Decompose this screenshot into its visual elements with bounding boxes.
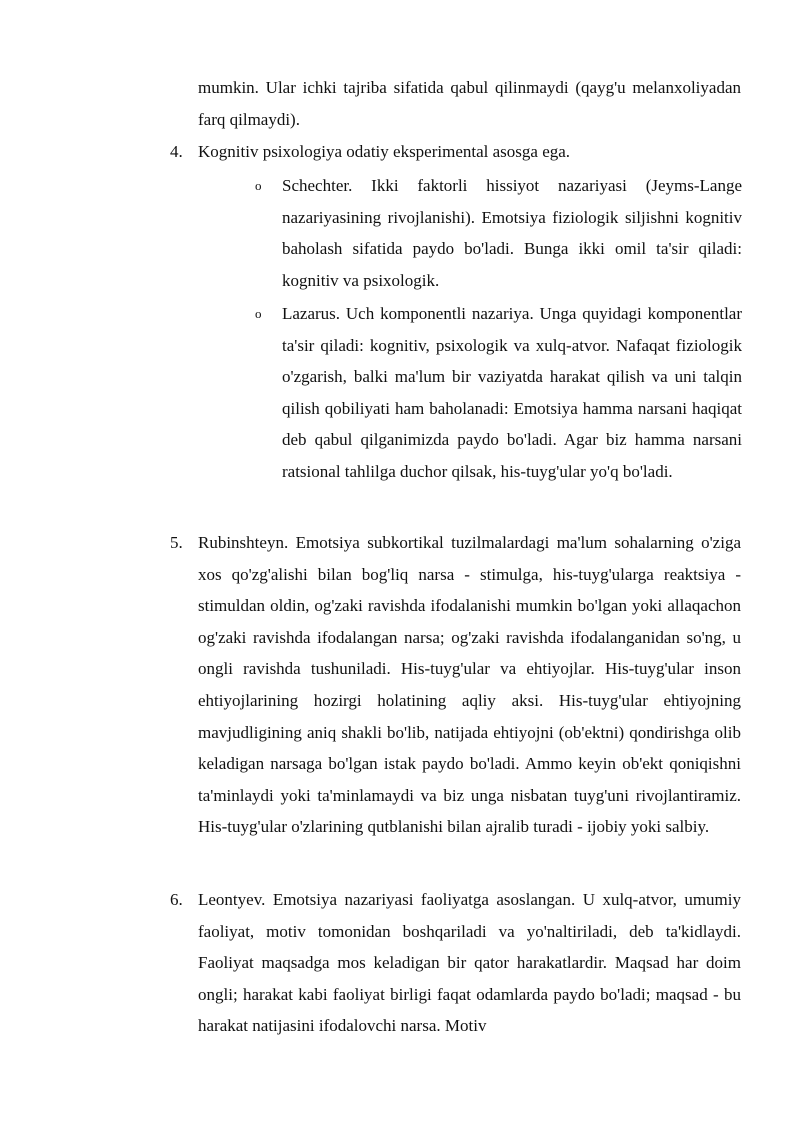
- sub-item-text: Schechter. Ikki faktorli hissiyot nazariyasi (Jeyms-Lange nazariyasining rivojlanishi). Emotsiya fiziologik siljishni kognitiv baholash sifatida paydo bo'ladi. Bunga ikki omil ta'sir qiladi: kognitiv va psixologik.: [282, 176, 742, 290]
- continuation-paragraph: mumkin. Ular ichki tajriba sifatida qabul qilinmaydi (qayg'u melanxoliyadan farq qilmaydi).: [198, 78, 741, 129]
- list-item-text: Rubinshteyn. Emotsiya subkortikal tuzilmalardagi ma'lum sohalarning o'ziga xos qo'zg'alishi bilan bog'liq narsa - stimulga, his-tuyg'ularga reaktsiya - stimuldan oldin, og'zaki ravishda ifodalanishi mumkin bo'lgan yoki allaqachon og'zaki ravishda ifodalangan narsa; og'zaki ravishda ifodalanganidan so'ng, u ongli ravishda tushuniladi. His-tuyg'ular va ehtiyojlar. His-tuyg'ular inson ehtiyojlarining hozirgi holatining aqliy aksi. His-tuyg'ular ehtiyojning mavjudligining aniq shakli bo'lib, natijada ehtiyojni (ob'ektni) qondirishga olib keladigan narsaga bo'lgan istak paydo bo'ladi. Ammo keyin ob'ekt qoniqishni ta'minlaydi yoki ta'minlamaydi va biz unga nisbatan tuyg'uni rivojlantiramiz. His-tuyg'ular o'zlarining qutblanishi bilan ajralib turadi - ijobiy yoki salbiy.: [198, 533, 741, 837]
- bullet-marker: o: [255, 306, 262, 321]
- list-number: 5.: [170, 533, 183, 552]
- list-number: 4.: [170, 142, 183, 161]
- bullet-marker: o: [255, 178, 262, 193]
- list-item-text: Kognitiv psixologiya odatiy eksperimental asosga ega.: [198, 142, 571, 161]
- sub-item-text: Lazarus. Uch komponentli nazariya. Unga quyidagi komponentlar ta'sir qiladi: kognitiv, psixologik va xulq-atvor. Nafaqat fiziologik o'zgarish, balki ma'lum bir vaziyatda harakat qilish va uni talqin qilish qobiliyati ham baholanadi: Emotsiya hamma narsani haqiqat deb qabul qilganimizda paydo bo'ladi. Agar biz hamma narsani ratsional tahlilga duchor qilsak, his-tuyg'ular yo'q bo'ladi.: [282, 304, 742, 481]
- list-item-text: Leontyev. Emotsiya nazariyasi faoliyatga asoslangan. U xulq-atvor, umumiy faoliyat, motiv tomonidan boshqariladi va yo'naltiriladi, deb ta'kidlaydi. Faoliyat maqsadga mos keladigan bir qator harakatlardir. Maqsad har doim ongli; harakat kabi faoliyat birligi faqat odamlarda paydo bo'ladi; maqsad - bu harakat natijasini ifodalovchi narsa. Motiv: [198, 890, 741, 1036]
- list-number: 6.: [170, 890, 183, 909]
